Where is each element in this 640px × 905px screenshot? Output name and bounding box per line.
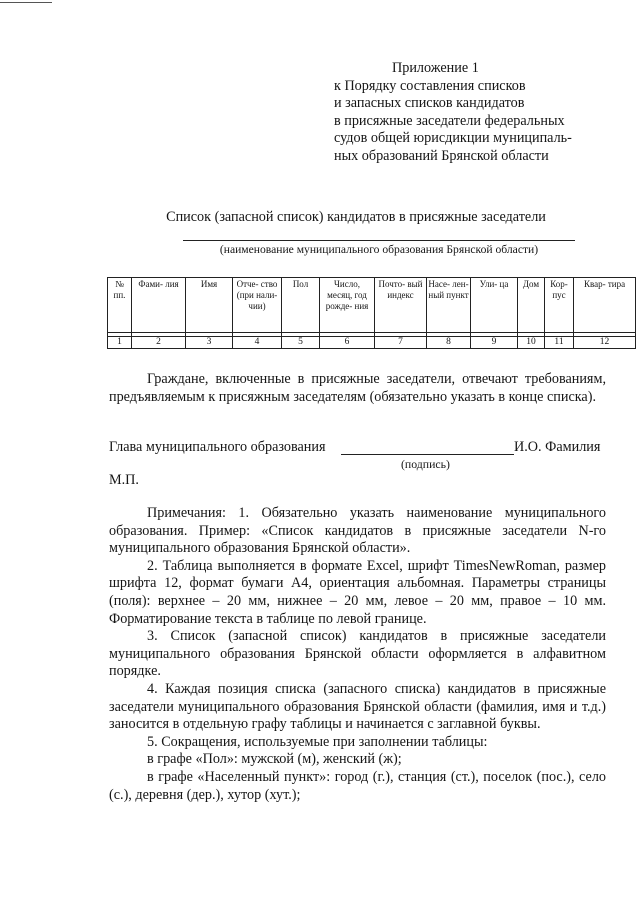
- requirements-paragraph: Граждане, включенные в присяжные заседатели, отвечают требованиям, предъявляемым к присяжным заседателям (обязательно указать в конце списка).: [109, 371, 606, 405]
- table-number-cell: 4: [233, 337, 282, 349]
- notes-block: [109, 505, 606, 804]
- table-header-cell: Отче- ство (при нали- чии): [233, 278, 282, 333]
- appendix-line: в присяжные заседатели федеральных: [334, 112, 565, 129]
- table-number-cell: 9: [471, 337, 518, 349]
- note-5: 5. Сокращения, используемые при заполнении таблицы:: [147, 733, 488, 750]
- appendix-title: Приложение 1: [392, 60, 479, 76]
- signature-name: И.О. Фамилия: [514, 439, 601, 455]
- note-1: Примечания: 1. Обязательно указать наименование муниципального образования. Пример: «Список кандидатов в присяжные заседатели N-го муниципального образования Брянской области».: [109, 505, 606, 557]
- table-header-cell: Пол: [282, 278, 320, 333]
- table-number-cell: 12: [574, 337, 636, 349]
- note-5-locality: в графе «Населенный пункт»: город (г.), станция (ст.), поселок (пос.), село (с.), деревня (дер.), хутор (хут.);: [109, 768, 606, 803]
- list-title: Список (запасной список) кандидатов в присяжные заседатели: [166, 209, 546, 225]
- table-header-row: [108, 278, 636, 333]
- signature-label: Глава муниципального образования: [109, 439, 326, 455]
- table-header-cell: Насе- лен- ный пункт: [427, 278, 471, 333]
- note-5-sex: в графе «Пол»: мужской (м), женский (ж);: [147, 751, 402, 768]
- table-number-cell: 3: [186, 337, 233, 349]
- table-number-row: [108, 337, 636, 349]
- table-header-cell: Квар- тира: [574, 278, 636, 333]
- candidates-table: [107, 277, 636, 349]
- table-number-cell: 5: [282, 337, 320, 349]
- appendix-line: ных образований Брянской области: [334, 147, 549, 164]
- signature-caption: (подпись): [401, 457, 450, 471]
- table-header-cell: Дом: [518, 278, 545, 333]
- note-2: 2. Таблица выполняется в формате Excel, шрифт TimesNewRoman, размер шрифта 12, формат бумаги А4, ориентация альбомная. Параметры страницы (поля): верхнее – 20 мм, нижнее – 20 мм, левое – 20 мм, правое – 10 мм. Форматирование текста в таблице по левой границе.: [109, 557, 606, 627]
- signature-line: [341, 454, 514, 455]
- table-number-cell: 1: [108, 337, 132, 349]
- appendix-block: [334, 60, 614, 166]
- table-header-cell: Ули- ца: [471, 278, 518, 333]
- table-header-cell: № пп.: [108, 278, 132, 333]
- note-4: 4. Каждая позиция списка (запасного списка) кандидатов в присяжные заседатели муниципального образования Брянской области (фамилия, имя и т.д.) заносится в отдельную графу таблицы и начинается с заглавной буквы.: [109, 680, 606, 733]
- table-header-cell: Имя: [186, 278, 233, 333]
- note-3: 3. Список (запасной список) кандидатов в присяжные заседатели муниципального образования Брянской области оформляется в алфавитном порядке.: [109, 628, 606, 680]
- municipality-underline: [183, 240, 575, 241]
- table-number-cell: 10: [518, 337, 545, 349]
- appendix-line: к Порядку составления списков: [334, 77, 526, 94]
- table-header-cell: Фами- лия: [132, 278, 186, 333]
- table-header-cell: Число, месяц, год рожде- ния: [320, 278, 375, 333]
- stamp-place: М.П.: [109, 472, 139, 488]
- top-rule: [0, 2, 52, 3]
- table-header-cell: Кор- пус: [545, 278, 574, 333]
- table-number-cell: 7: [375, 337, 427, 349]
- municipality-caption: (наименование муниципального образования Брянской области): [219, 243, 539, 256]
- table-header-cell: Почто- вый индекс: [375, 278, 427, 333]
- table-number-cell: 8: [427, 337, 471, 349]
- appendix-line: судов общей юрисдикции муниципаль-: [334, 130, 572, 147]
- table-number-cell: 2: [132, 337, 186, 349]
- table-number-cell: 11: [545, 337, 574, 349]
- appendix-line: и запасных списков кандидатов: [334, 95, 525, 112]
- table-number-cell: 6: [320, 337, 375, 349]
